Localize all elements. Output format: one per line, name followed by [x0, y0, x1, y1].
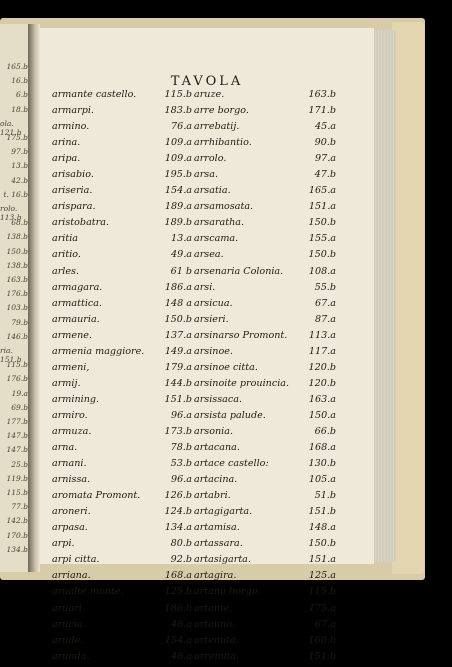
entry-page-ref: 195.b — [164, 169, 192, 181]
entry-name: arsinarso Promont. — [194, 329, 288, 341]
index-page — [40, 28, 374, 662]
left-page-text: 119.b — [6, 473, 28, 483]
index-entry — [52, 201, 192, 217]
entry-name: arrebatij. — [194, 121, 240, 133]
index-entry — [194, 458, 336, 474]
entry-page-ref: 109.a — [164, 153, 192, 165]
index-entry — [194, 506, 336, 522]
entry-name: arsissaca. — [194, 393, 243, 405]
entry-page-ref: 160.b — [308, 634, 336, 646]
entry-page-ref: 47.b — [314, 169, 336, 181]
entry-name: artagira. — [194, 570, 237, 582]
entry-page-ref: 168.a — [308, 442, 336, 454]
entry-name: arrolo. — [194, 153, 227, 165]
index-entry — [194, 314, 336, 330]
index-entry — [52, 635, 192, 651]
entry-name: arisabio. — [52, 169, 94, 181]
index-entry — [52, 554, 192, 570]
entry-name: arunda. — [52, 650, 90, 662]
entry-name: arpasa. — [52, 522, 88, 534]
entry-name: armiro. — [52, 409, 88, 421]
entry-name: artauno. — [194, 618, 235, 630]
entry-page-ref: 148 a — [164, 297, 192, 309]
entry-name: arrhibantio. — [194, 137, 252, 149]
entry-name: aritio. — [52, 249, 81, 261]
left-page-text: ria. 151.b — [0, 346, 22, 364]
index-entry — [194, 474, 336, 490]
entry-page-ref: 150.b — [308, 217, 336, 229]
entry-name: arpi. — [52, 538, 75, 550]
entry-name: artagigarta. — [194, 506, 253, 518]
entry-name: arina. — [52, 137, 81, 149]
entry-page-ref: 97.a — [315, 153, 336, 165]
left-page-text: 177.b — [6, 417, 28, 426]
entry-page-ref: 179.a — [164, 361, 192, 373]
index-entry — [52, 458, 192, 474]
entry-name: arre borgo. — [194, 105, 249, 117]
index-entry — [194, 394, 336, 410]
entry-page-ref: 67.a — [315, 297, 336, 309]
entry-name: armuza. — [52, 425, 92, 437]
index-entry — [52, 282, 192, 298]
entry-page-ref: 53.b — [170, 458, 192, 470]
entry-page-ref: 108.a — [308, 265, 336, 277]
entry-page-ref: 151.b — [164, 393, 192, 405]
index-entry — [52, 570, 192, 586]
entry-name: arsinoe citta. — [194, 361, 258, 373]
index-entry — [52, 410, 192, 426]
left-page-text: 176.b — [6, 289, 28, 299]
entry-page-ref: 154.a — [164, 634, 192, 646]
entry-page-ref: 92.b — [170, 554, 192, 566]
entry-name: arnani. — [52, 458, 87, 470]
entry-page-ref: 173.b — [164, 425, 192, 437]
entry-name: armino. — [52, 121, 90, 133]
index-entry — [52, 378, 192, 394]
entry-page-ref: 96.a — [171, 474, 192, 486]
entry-page-ref: 171.b — [308, 105, 336, 117]
entry-name: artamisa. — [194, 522, 240, 534]
book-gutter — [28, 24, 40, 572]
entry-name: arscama. — [194, 233, 239, 245]
index-entry — [52, 603, 192, 619]
entry-name: arsinoe. — [194, 345, 233, 357]
entry-name: aripa. — [52, 153, 81, 165]
left-page-text: 163.b — [6, 275, 28, 284]
left-page-text: 25.b — [11, 459, 28, 469]
entry-page-ref: 61 b — [170, 265, 192, 277]
index-entry — [194, 89, 336, 105]
index-entry — [52, 522, 192, 538]
entry-name: artame. — [194, 602, 232, 614]
index-entry — [52, 249, 192, 265]
entry-page-ref: 148.a — [308, 522, 336, 534]
entry-page-ref: 49.a — [171, 249, 192, 261]
left-page-text: 142.b — [6, 516, 28, 526]
index-entry — [194, 169, 336, 185]
entry-name: armagara. — [52, 281, 103, 293]
entry-name: arna. — [52, 442, 78, 454]
left-page-text: 138.b — [6, 260, 28, 270]
entry-name: arsinoite prouincia. — [194, 377, 290, 389]
entry-name: arsieri. — [194, 313, 229, 325]
entry-page-ref: 186.b — [164, 602, 192, 614]
entry-name: arsaratha. — [194, 217, 245, 229]
index-entry — [52, 137, 192, 153]
index-entry — [52, 217, 192, 233]
entry-page-ref: 120.b — [308, 361, 336, 373]
left-page-text: 134.b — [6, 544, 28, 554]
entry-name: arnissa. — [52, 474, 91, 486]
index-entry — [52, 314, 192, 330]
entry-page-ref: 96.a — [171, 409, 192, 421]
entry-name: arsamosata. — [194, 201, 254, 213]
index-entry — [52, 490, 192, 506]
index-entry — [194, 298, 336, 314]
entry-name: arucia. — [52, 618, 86, 630]
entry-name: arispara. — [52, 201, 96, 213]
entry-page-ref: 55.b — [314, 281, 336, 293]
index-entry — [194, 249, 336, 265]
entry-page-ref: 163.a — [308, 393, 336, 405]
index-entry — [52, 394, 192, 410]
left-page-text: 42.b — [11, 175, 28, 185]
entry-page-ref: 151.b — [308, 506, 336, 518]
entry-page-ref: 78.b — [170, 442, 192, 454]
left-page-text: 16.b — [11, 76, 28, 86]
left-page-text: 79.b — [11, 317, 28, 327]
index-entry — [52, 121, 192, 137]
index-entry — [52, 233, 192, 249]
entry-name: armarpi. — [52, 105, 94, 117]
index-entry — [194, 603, 336, 619]
entry-page-ref: 90.b — [314, 137, 336, 149]
entry-name: aroneri. — [52, 506, 91, 518]
entry-name: aromata Promont. — [52, 490, 141, 502]
entry-page-ref: 66.b — [314, 425, 336, 437]
index-entry — [194, 378, 336, 394]
left-page-text: 147.b — [6, 445, 28, 455]
left-page-text: 146.b — [6, 331, 28, 341]
left-page-text: 115.b — [6, 488, 28, 497]
index-entry — [194, 586, 336, 602]
entry-page-ref: 163.b — [308, 89, 336, 100]
index-entry — [52, 474, 192, 490]
index-entry — [52, 105, 192, 121]
index-column-right — [194, 89, 336, 667]
index-entry — [194, 635, 336, 651]
index-entry — [194, 330, 336, 346]
entry-page-ref: 125.a — [308, 570, 336, 582]
entry-name: armattica. — [52, 297, 103, 309]
entry-name: armene. — [52, 329, 92, 341]
index-entry — [194, 426, 336, 442]
entry-page-ref: 151.b — [308, 650, 336, 662]
entry-page-ref: 120.b — [308, 377, 336, 389]
left-page-text: 103.b — [6, 303, 28, 313]
entry-page-ref: 151.a — [308, 201, 336, 213]
left-page-text: rolo. 113.b — [0, 204, 22, 222]
entry-page-ref: 175.a — [308, 602, 336, 614]
entry-name: artabri. — [194, 490, 231, 502]
left-page-text: 18.b — [11, 104, 28, 114]
index-entry — [52, 442, 192, 458]
left-page-fragment — [0, 24, 30, 572]
entry-page-ref: 109.a — [164, 137, 192, 149]
left-page-text: 19.a — [11, 388, 28, 398]
index-entry — [52, 506, 192, 522]
entry-page-ref: 51.b — [314, 490, 336, 502]
entry-name: arles. — [52, 265, 80, 277]
entry-page-ref: 125.b — [164, 586, 192, 598]
entry-page-ref: 87.a — [315, 313, 336, 325]
entry-page-ref: 150.b — [308, 538, 336, 550]
entry-name: arsatia. — [194, 185, 231, 197]
index-entry — [52, 346, 192, 362]
index-entry — [52, 266, 192, 282]
entry-name: artacana. — [194, 442, 240, 454]
index-entry — [194, 282, 336, 298]
entry-page-ref: 48.a — [171, 650, 192, 662]
left-page-text: 97.b — [11, 147, 28, 157]
left-page-text: 138.b — [6, 232, 28, 242]
book-cover-right-edge — [392, 22, 424, 574]
index-entry — [52, 586, 192, 602]
entry-page-ref: 189.a — [164, 201, 192, 213]
entry-name: artasigarta. — [194, 554, 251, 566]
index-entry — [52, 89, 192, 105]
index-entry — [194, 217, 336, 233]
entry-page-ref: 134.a — [164, 522, 192, 534]
entry-page-ref: 105.a — [308, 474, 336, 486]
entry-page-ref: 13.a — [171, 233, 192, 245]
left-page-text: 77.b — [11, 502, 28, 512]
entry-name: armenia maggiore. — [52, 345, 145, 357]
index-entry — [194, 266, 336, 282]
index-column-left — [52, 89, 192, 667]
index-entry — [194, 121, 336, 137]
index-entry — [194, 233, 336, 249]
entry-page-ref: 115.b — [164, 89, 192, 100]
entry-page-ref: 113.a — [308, 329, 336, 341]
entry-page-ref: 45.a — [315, 121, 336, 133]
index-entry — [194, 137, 336, 153]
left-page-text: 69.b — [11, 402, 28, 412]
left-page-text: 170.b — [6, 530, 28, 540]
entry-page-ref: 149.a — [164, 345, 192, 357]
left-page-text: 6.b — [16, 90, 28, 100]
left-page-text: t. 16.b — [3, 189, 28, 199]
left-page-text: 175.b — [6, 133, 28, 142]
left-page-text: 68.b — [11, 218, 28, 228]
entry-name: ariseria. — [52, 185, 93, 197]
entry-name: aristobatra. — [52, 217, 110, 229]
index-entry — [194, 490, 336, 506]
entry-name: artemita. — [194, 634, 239, 646]
entry-name: artassara. — [194, 538, 243, 550]
entry-page-ref: 80.b — [170, 538, 192, 550]
index-entry — [194, 362, 336, 378]
entry-name: artacina. — [194, 474, 238, 486]
entry-name: arpi citta. — [52, 554, 100, 566]
left-page-text: 165.b — [6, 62, 28, 71]
index-entry — [194, 570, 336, 586]
index-entry — [194, 153, 336, 169]
index-entry — [52, 153, 192, 169]
entry-page-ref: 137.a — [164, 329, 192, 341]
index-entry — [194, 651, 336, 667]
entry-name: arsi. — [194, 281, 216, 293]
entry-name: arualte monte, — [52, 586, 124, 598]
entry-page-ref: 115.b — [308, 586, 336, 598]
left-page-text: 147.b — [6, 431, 28, 441]
entry-name: aritia — [52, 233, 79, 245]
entry-page-ref: 67.a — [315, 618, 336, 630]
entry-page-ref: 155.a — [308, 233, 336, 245]
entry-name: armij. — [52, 377, 81, 389]
entry-page-ref: 150.a — [308, 409, 336, 421]
entry-name: armeni, — [52, 361, 90, 373]
left-page-text: 176.b — [6, 374, 28, 384]
entry-name: artami borgo. — [194, 586, 261, 598]
left-page-text: 150.b — [6, 246, 28, 256]
index-entry — [194, 185, 336, 201]
index-entry — [52, 651, 192, 667]
index-entry — [52, 538, 192, 554]
left-page-text: ola. 121.b — [0, 118, 22, 137]
entry-page-ref: 144.b — [164, 377, 192, 389]
entry-page-ref: 124.b — [164, 506, 192, 518]
entry-name: armauria. — [52, 313, 100, 325]
index-entry — [194, 105, 336, 121]
page-edges — [372, 30, 396, 562]
entry-name: arsonia. — [194, 425, 234, 437]
entry-page-ref: 117.a — [308, 345, 336, 357]
entry-page-ref: 151.a — [308, 554, 336, 566]
index-entry — [194, 538, 336, 554]
entry-page-ref: 150.b — [164, 313, 192, 325]
entry-name: arsea. — [194, 249, 224, 261]
entry-page-ref: 48.a — [171, 618, 192, 630]
entry-name: aruari. — [52, 602, 85, 614]
entry-page-ref: 76.a — [171, 121, 192, 133]
index-entry — [194, 346, 336, 362]
index-entry — [52, 619, 192, 635]
entry-name: arsenaria Colonia. — [194, 265, 284, 277]
left-page-text: 115.b — [6, 360, 28, 370]
index-entry — [52, 426, 192, 442]
index-entry — [52, 362, 192, 378]
entry-name: arsista palude. — [194, 409, 266, 421]
index-entry — [194, 201, 336, 217]
entry-name: armante castello. — [52, 89, 137, 100]
index-entry — [52, 169, 192, 185]
index-entry — [52, 185, 192, 201]
index-entry — [52, 298, 192, 314]
entry-name: arriana. — [52, 570, 91, 582]
entry-name: arude. — [52, 634, 84, 646]
entry-page-ref: 189.b — [164, 217, 192, 229]
entry-page-ref: 154.a — [164, 185, 192, 197]
entry-page-ref: 130.b — [308, 458, 336, 470]
entry-page-ref: 168.a — [164, 570, 192, 582]
left-page-text: 13.b — [11, 161, 28, 171]
entry-page-ref: 126.b — [164, 490, 192, 502]
entry-page-ref: 165.a — [308, 185, 336, 197]
entry-name: arsicua. — [194, 297, 233, 309]
index-entry — [194, 619, 336, 635]
index-entry — [194, 554, 336, 570]
index-entry — [194, 410, 336, 426]
index-entry — [52, 330, 192, 346]
entry-name: aruze. — [194, 89, 225, 100]
entry-page-ref: 183.b — [164, 105, 192, 117]
entry-name: artace castello: — [194, 458, 269, 470]
entry-name: arsa. — [194, 169, 218, 181]
entry-page-ref: 186.a — [164, 281, 192, 293]
index-entry — [194, 522, 336, 538]
index-entry — [194, 442, 336, 458]
entry-page-ref: 150.b — [308, 249, 336, 261]
page-title: TAVOLA — [170, 74, 244, 89]
entry-name: armining. — [52, 393, 100, 405]
entry-name: arremita. — [194, 650, 240, 662]
